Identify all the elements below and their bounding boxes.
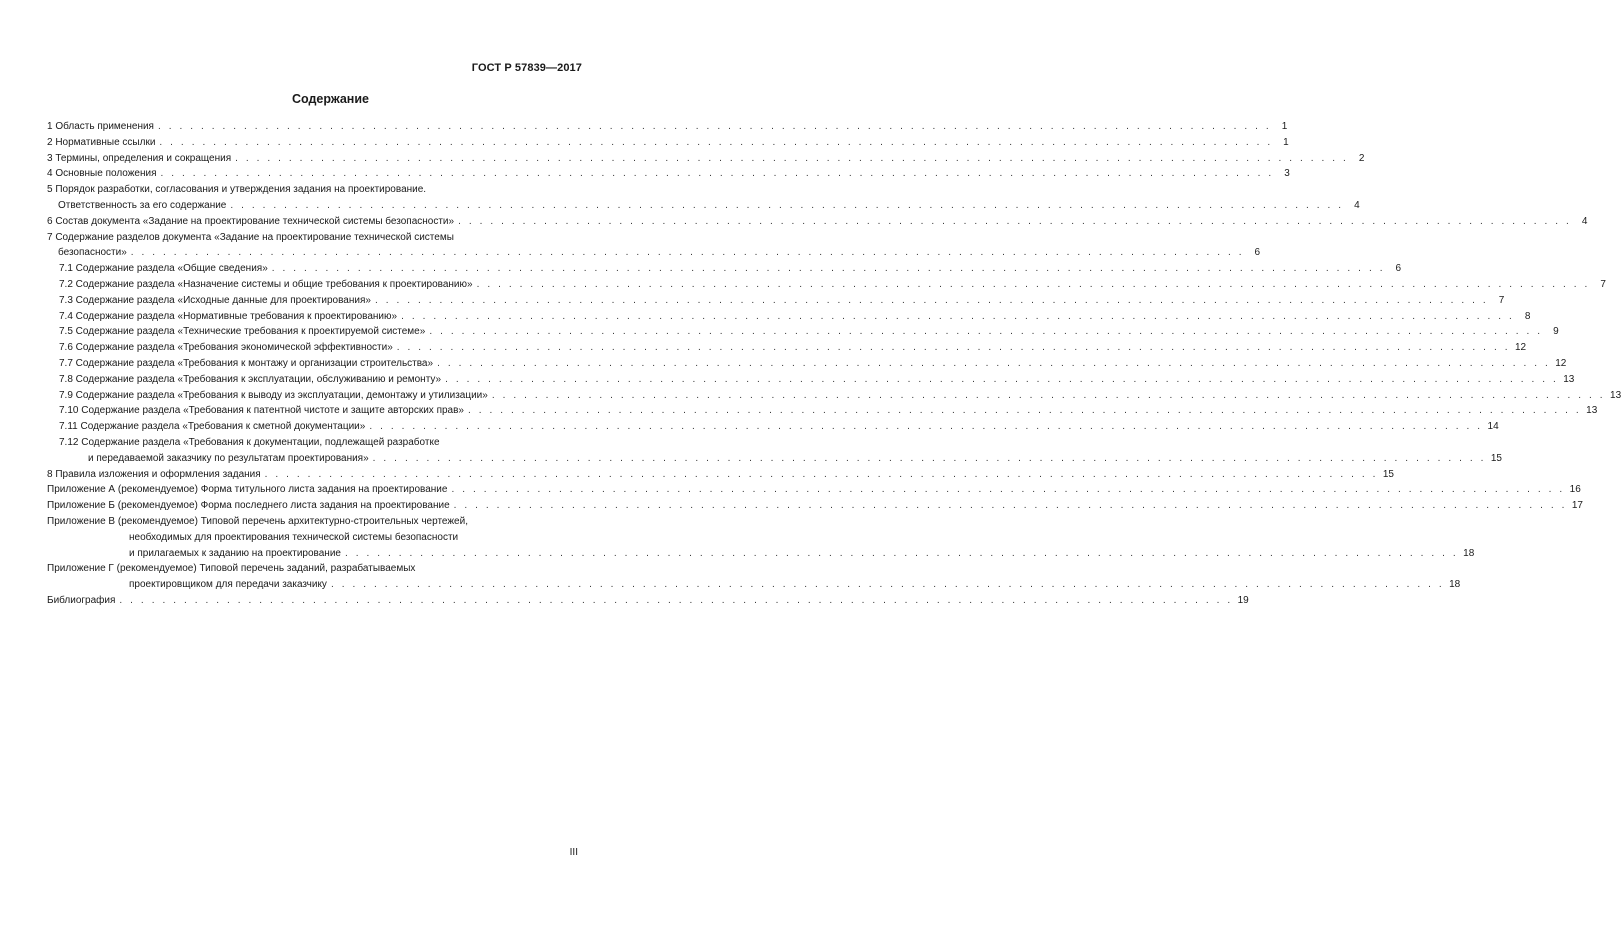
toc-entry-label: 7.1 Содержание раздела «Общие сведения» bbox=[59, 263, 268, 275]
leader-dots: . . . . . . . . . . . . . . . . . . . . . . . . . . . . . . . . . . . . . . . . . . . . . . . . . . . . . . . . . . . . . . . . . . . . . . . . . . . . . . . . . . . . . . . . . . . . . . . . . . . . . . . . bbox=[396, 342, 1511, 354]
toc-page-number: 8 bbox=[1524, 310, 1531, 322]
toc-entry-label: Приложение Г (рекомендуемое) Типовой перечень заданий, разрабатываемых bbox=[47, 563, 416, 575]
toc-page-number: 13 bbox=[1610, 389, 1621, 401]
toc-entry-label-cont: проектировщиком для передачи заказчику bbox=[129, 579, 327, 591]
toc-entry-label: 6 Состав документа «Задание на проектирование технической системы безопасности» bbox=[47, 215, 455, 227]
toc-page-number: 3 bbox=[1284, 168, 1290, 180]
toc-entry-7-10[interactable] bbox=[47, 403, 1598, 419]
toc-entry-appendix-b[interactable] bbox=[47, 498, 1583, 514]
toc-entry-label: 2 Нормативные ссылки bbox=[47, 136, 156, 148]
page-number: III bbox=[569, 847, 578, 858]
toc-page-number: 17 bbox=[1571, 500, 1583, 512]
leader-dots: . . . . . . . . . . . . . . . . . . . . . . . . . . . . . . . . . . . . . . . . . . . . . . . . . . . . . . . . . . . . . . . . . . . . . . . . . . . . . . . . . . . . . . . . . . . . . . . . . . . . . . . . bbox=[130, 247, 1245, 259]
toc-page-number: 2 bbox=[1358, 152, 1365, 164]
toc-page-number: 14 bbox=[1487, 421, 1499, 433]
leader-dots: . . . . . . . . . . . . . . . . . . . . . . . . . . . . . . . . . . . . . . . . . . . . . . . . . . . . . . . . . . . . . . . . . . . . . . . . . . . . . . . . . . . . . . . . . . . . . . . . . . . . . . . . bbox=[374, 294, 1489, 306]
toc-entry-label: 7.5 Содержание раздела «Технические требования к проектируемой системе» bbox=[59, 326, 426, 338]
toc-page-number: 12 bbox=[1555, 357, 1567, 369]
toc-entry-label: 1 Область применения bbox=[47, 121, 154, 132]
toc-entry-appendix-g[interactable] bbox=[47, 561, 1461, 593]
leader-dots: . . . . . . . . . . . . . . . . . . . . . . . . . . . . . . . . . . . . . . . . . . . . . . . . . . . . . . . . . . . . . . . . . . . . . . . . . . . . . . . . . . . . . . . . . . . . . . . . . . . . . . . . bbox=[401, 310, 1515, 322]
toc-entry-appendix-a[interactable] bbox=[47, 482, 1581, 498]
toc-entry-7-7[interactable] bbox=[47, 356, 1567, 372]
toc-page-number: 1 bbox=[1281, 121, 1288, 132]
leader-dots: . . . . . . . . . . . . . . . . . . . . . . . . . . . . . . . . . . . . . . . . . . . . . . . . . . . . . . . . . . . . . . . . . . . . . . . . . . . . . . . . . . . . . . . . . . . . . . . . . . . . . . . . bbox=[458, 215, 1572, 227]
toc-page-number: 15 bbox=[1490, 452, 1502, 464]
toc-entry-label-cont: необходимых для проектирования технической системы безопасности bbox=[129, 531, 459, 543]
toc-entry-7[interactable] bbox=[47, 230, 1261, 262]
document-code: ГОСТ Р 57839—2017 bbox=[471, 62, 582, 74]
leader-dots: . . . . . . . . . . . . . . . . . . . . . . . . . . . . . . . . . . . . . . . . . . . . . . . . . . . . . . . . . . . . . . . . . . . . . . . . . . . . . . . . . . . . . . . . . . . . . . . . . . . . . . . . bbox=[491, 389, 1606, 401]
leader-dots: . . . . . . . . . . . . . . . . . . . . . . . . . . . . . . . . . . . . . . . . . . . . . . . . . . . . . . . . . . . . . . . . . . . . . . . . . . . . . . . . . . . . . . . . . . . . . . . . . . . . . . . . bbox=[445, 373, 1559, 385]
toc-entry-label: 5 Порядок разработки, согласования и утверждения задания на проектирование. bbox=[47, 184, 427, 196]
toc-entry-7-8[interactable] bbox=[47, 372, 1575, 388]
toc-entry-7-5[interactable] bbox=[47, 324, 1559, 340]
toc-page-number: 6 bbox=[1395, 263, 1402, 275]
leader-dots: . . . . . . . . . . . . . . . . . . . . . . . . . . . . . . . . . . . . . . . . . . . . . . . . . . . . . . . . . . . . . . . . . . . . . . . . . . . . . . . . . . . . . . . . . . . . . . . . . . . . . . . . bbox=[467, 405, 1582, 417]
toc-entry-label: 7.3 Содержание раздела «Исходные данные для проектирования» bbox=[59, 294, 371, 306]
table-of-contents bbox=[47, 119, 1621, 609]
toc-entry-label: 8 Правила изложения и оформления задания bbox=[47, 468, 261, 480]
toc-entry-7-6[interactable] bbox=[47, 340, 1527, 356]
toc-page-number: 18 bbox=[1449, 579, 1461, 591]
leader-dots: . . . . . . . . . . . . . . . . . . . . . . . . . . . . . . . . . . . . . . . . . . . . . . . . . . . . . . . . . . . . . . . . . . . . . . . . . . . . . . . . . . . . . . . . . . . . . . . . . . . . . . . . bbox=[453, 500, 1567, 512]
leader-dots: . . . . . . . . . . . . . . . . . . . . . . . . . . . . . . . . . . . . . . . . . . . . . . . . . . . . . . . . . . . . . . . . . . . . . . . . . . . . . . . . . . . . . . . . . . . . . . . . . . . . . . . . bbox=[159, 136, 1273, 148]
toc-entry-7-12[interactable] bbox=[47, 435, 1502, 467]
toc-entry-8[interactable] bbox=[47, 467, 1394, 483]
toc-entry-7-3[interactable] bbox=[47, 293, 1505, 309]
toc-entry-4[interactable] bbox=[47, 166, 1290, 182]
leader-dots: . . . . . . . . . . . . . . . . . . . . . . . . . . . . . . . . . . . . . . . . . . . . . . . . . . . . . . . . . . . . . . . . . . . . . . . . . . . . . . . . . . . . . . . . . . . . . . . . . . . . . . . . bbox=[429, 326, 1543, 338]
leader-dots: . . . . . . . . . . . . . . . . . . . . . . . . . . . . . . . . . . . . . . . . . . . . . . . . . . . . . . . . . . . . . . . . . . . . . . . . . . . . . . . . . . . . . . . . . . . . . . . . . . . . . . . . bbox=[160, 168, 1274, 180]
toc-page-number: 16 bbox=[1569, 484, 1581, 496]
leader-dots: . . . . . . . . . . . . . . . . . . . . . . . . . . . . . . . . . . . . . . . . . . . . . . . . . . . . . . . . . . . . . . . . . . . . . . . . . . . . . . . . . . . . . . . . . . . . . . . . . . . . . . . . bbox=[344, 547, 1459, 559]
toc-page-number: 12 bbox=[1514, 342, 1527, 354]
toc-page-number: 9 bbox=[1553, 326, 1559, 338]
toc-entry-bibliography[interactable] bbox=[47, 593, 1249, 609]
toc-entry-label-cont: безопасности» bbox=[58, 247, 127, 259]
toc-entry-label: Библиография bbox=[47, 594, 116, 606]
leader-dots: . . . . . . . . . . . . . . . . . . . . . . . . . . . . . . . . . . . . . . . . . . . . . . . . . . . . . . . . . . . . . . . . . . . . . . . . . . . . . . . . . . . . . . . . . . . . . . . . . . . . . . . . bbox=[235, 152, 1349, 164]
toc-entry-label: Приложение Б (рекомендуемое) Форма последнего листа задания на проектирование bbox=[47, 500, 450, 512]
toc-entry-1[interactable] bbox=[47, 119, 1288, 135]
leader-dots: . . . . . . . . . . . . . . . . . . . . . . . . . . . . . . . . . . . . . . . . . . . . . . . . . . . . . . . . . . . . . . . . . . . . . . . . . . . . . . . . . . . . . . . . . . . . . . . . . . . . . . . . bbox=[157, 121, 1272, 132]
toc-page-number: 7 bbox=[1600, 278, 1606, 290]
leader-dots: . . . . . . . . . . . . . . . . . . . . . . . . . . . . . . . . . . . . . . . . . . . . . . . . . . . . . . . . . . . . . . . . . . . . . . . . . . . . . . . . . . . . . . . . . . . . . . . . . . . . . . . . bbox=[451, 484, 1565, 496]
toc-entry-label: 7.7 Содержание раздела «Требования к монтажу и организации строительства» bbox=[59, 357, 434, 369]
toc-page-number: 19 bbox=[1237, 594, 1249, 606]
toc-entry-appendix-v[interactable] bbox=[47, 514, 1475, 561]
toc-entry-label: 7 Содержание разделов документа «Задание на проектирование технической системы bbox=[47, 231, 454, 243]
leader-dots: . . . . . . . . . . . . . . . . . . . . . . . . . . . . . . . . . . . . . . . . . . . . . . . . . . . . . . . . . . . . . . . . . . . . . . . . . . . . . . . . . . . . . . . . . . . . . . . . . . . . . . . . bbox=[264, 468, 1378, 480]
toc-entry-label: 7.11 Содержание раздела «Требования к сметной документации» bbox=[59, 421, 366, 433]
toc-page-number: 6 bbox=[1254, 247, 1261, 259]
toc-page-number: 13 bbox=[1586, 405, 1598, 417]
toc-page-number: 13 bbox=[1563, 373, 1575, 385]
page-title: Содержание bbox=[291, 92, 369, 106]
toc-entry-label: 7.8 Содержание раздела «Требования к эксплуатации, обслуживанию и ремонту» bbox=[59, 373, 442, 385]
toc-entry-label: 3 Термины, определения и сокращения bbox=[47, 152, 232, 164]
toc-entry-6[interactable] bbox=[47, 214, 1588, 230]
toc-entry-7-1[interactable] bbox=[47, 261, 1402, 277]
toc-entry-label: 7.4 Содержание раздела «Нормативные требования к проектированию» bbox=[59, 310, 398, 322]
toc-entry-label: 7.6 Содержание раздела «Требования экономической эффективности» bbox=[59, 342, 393, 354]
leader-dots: . . . . . . . . . . . . . . . . . . . . . . . . . . . . . . . . . . . . . . . . . . . . . . . . . . . . . . . . . . . . . . . . . . . . . . . . . . . . . . . . . . . . . . . . . . . . . . . . . . . . . . . . bbox=[437, 357, 1551, 369]
toc-entry-7-2[interactable] bbox=[47, 277, 1606, 293]
leader-dots: . . . . . . . . . . . . . . . . . . . . . . . . . . . . . . . . . . . . . . . . . . . . . . . . . . . . . . . . . . . . . . . . . . . . . . . . . . . . . . . . . . . . . . . . . . . . . . . . . . . . . . . . bbox=[330, 579, 1445, 591]
toc-entry-label-cont: Ответственность за его содержание bbox=[58, 199, 227, 211]
toc-entry-label: 7.9 Содержание раздела «Требования к выводу из эксплуатации, демонтажу и утилизации» bbox=[59, 389, 488, 401]
leader-dots: . . . . . . . . . . . . . . . . . . . . . . . . . . . . . . . . . . . . . . . . . . . . . . . . . . . . . . . . . . . . . . . . . . . . . . . . . . . . . . . . . . . . . . . . . . . . . . . . . . . . . . . . bbox=[369, 421, 1483, 433]
toc-entry-label: 4 Основные положения bbox=[47, 168, 157, 180]
toc-entry-label: Приложение А (рекомендуемое) Форма титульного листа задания на проектирование bbox=[47, 484, 448, 496]
toc-entry-7-11[interactable] bbox=[47, 419, 1499, 435]
toc-entry-label: Приложение В (рекомендуемое) Типовой перечень архитектурно-строительных чертежей, bbox=[47, 515, 468, 527]
leader-dots: . . . . . . . . . . . . . . . . . . . . . . . . . . . . . . . . . . . . . . . . . . . . . . . . . . . . . . . . . . . . . . . . . . . . . . . . . . . . . . . . . . . . . . . . . . . . . . . . . . . . . . . . bbox=[271, 263, 1386, 275]
toc-entry-label: 7.2 Содержание раздела «Назначение системы и общие требования к проектированию» bbox=[59, 278, 473, 290]
leader-dots: . . . . . . . . . . . . . . . . . . . . . . . . . . . . . . . . . . . . . . . . . . . . . . . . . . . . . . . . . . . . . . . . . . . . . . . . . . . . . . . . . . . . . . . . . . . . . . . . . . . . . . . . bbox=[476, 278, 1590, 290]
toc-entry-7-9[interactable] bbox=[47, 388, 1621, 404]
toc-page-number: 18 bbox=[1463, 547, 1475, 559]
leader-dots: . . . . . . . . . . . . . . . . . . . . . . . . . . . . . . . . . . . . . . . . . . . . . . . . . . . . . . . . . . . . . . . . . . . . . . . . . . . . . . . . . . . . . . . . . . . . . . . . . . . . . . . . bbox=[372, 452, 1486, 464]
toc-entry-label: 7.10 Содержание раздела «Требования к патентной чистоте и защите авторских прав» bbox=[59, 405, 464, 417]
leader-dots: . . . . . . . . . . . . . . . . . . . . . . . . . . . . . . . . . . . . . . . . . . . . . . . . . . . . . . . . . . . . . . . . . . . . . . . . . . . . . . . . . . . . . . . . . . . . . . . . . . . . . . . . bbox=[119, 594, 1233, 606]
toc-entry-7-4[interactable] bbox=[47, 309, 1531, 325]
leader-dots: . . . . . . . . . . . . . . . . . . . . . . . . . . . . . . . . . . . . . . . . . . . . . . . . . . . . . . . . . . . . . . . . . . . . . . . . . . . . . . . . . . . . . . . . . . . . . . . . . . . . . . . . bbox=[230, 199, 1344, 211]
toc-entry-3[interactable] bbox=[47, 151, 1365, 167]
toc-entry-label-cont: и передаваемой заказчику по результатам проектирования» bbox=[88, 452, 369, 464]
toc-entry-label-cont: и прилагаемых к заданию на проектирование bbox=[129, 547, 341, 559]
toc-page-number: 4 bbox=[1581, 215, 1588, 227]
toc-page-number: 7 bbox=[1498, 294, 1505, 306]
toc-entry-label: 7.12 Содержание раздела «Требования к документации, подлежащей разработке bbox=[59, 436, 440, 448]
toc-page-number: 1 bbox=[1283, 136, 1289, 148]
toc-entry-2[interactable] bbox=[47, 135, 1289, 151]
toc-page-number: 15 bbox=[1382, 468, 1394, 480]
toc-entry-5[interactable] bbox=[47, 182, 1360, 214]
toc-page-number: 4 bbox=[1354, 199, 1360, 211]
